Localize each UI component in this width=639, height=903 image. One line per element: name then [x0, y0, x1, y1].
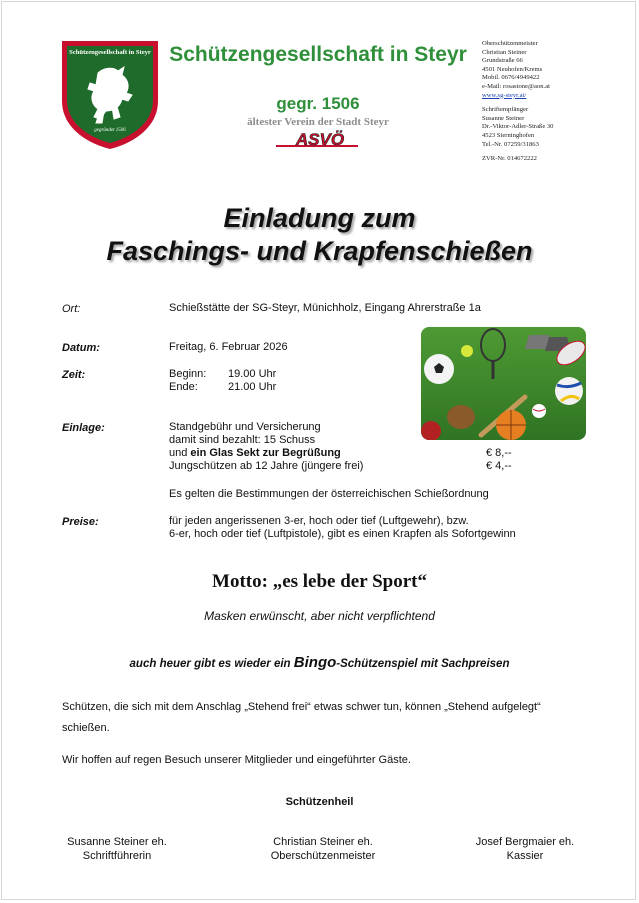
beginn-value: 19.00 Uhr: [228, 368, 277, 380]
stehend-paragraph: Schützen, die sich mit dem Anschlag „Stehend frei“ etwas schwer tun, können „Stehend aufgelegt“ schießen.: [62, 701, 541, 734]
signature-name: Josef Bergmaier eh.: [475, 836, 575, 848]
einlage-line-4: Jungschützen ab 12 Jahre (jüngere frei): [169, 460, 364, 472]
bingo-word: Bingo: [293, 654, 337, 671]
oldest-club-tagline: ältester Verein der Stadt Steyr: [247, 116, 389, 128]
signature-role: Oberschützenmeister: [270, 850, 376, 862]
invitation-title: [0, 202, 639, 268]
visit-paragraph: Wir hoffen auf regen Besuch unserer Mitglieder und eingeführter Gäste.: [62, 754, 411, 766]
signature-role: Kassier: [506, 850, 544, 862]
preise-label: Preise:: [62, 516, 99, 528]
preise-line-1: für jeden angerissenen 3-er, hoch oder tief (Luftgewehr), bzw.: [169, 515, 469, 527]
crest-title-text: Schützengesellschaft in Steyr: [69, 49, 151, 56]
bingo-announcement: auch heuer gibt es wieder ein Bingo-Schützenspiel mit Sachpreisen: [129, 654, 510, 671]
contact-block: [482, 40, 612, 164]
asvoe-logo: [268, 130, 370, 150]
signature-name: Susanne Steiner eh.: [67, 836, 167, 848]
asvoe-logo-text: ASVÖ: [295, 130, 345, 149]
einlage-line-2: damit sind bezahlt: 15 Schuss: [169, 434, 316, 446]
volleyball-icon: [555, 377, 583, 405]
baseball-glove-icon: [447, 405, 475, 429]
contact-mobile: Mobil. 0676/4949422: [482, 74, 540, 82]
beginn-label: Beginn:: [169, 368, 207, 380]
signature-name: Christian Steiner eh.: [273, 836, 373, 848]
crest-founded-text: gegründet 1506: [94, 128, 126, 133]
einlage-line-1: Standgebühr und Versicherung: [169, 421, 321, 433]
ort-label: Ort:: [62, 303, 81, 315]
contact-role-1: Oberschützenmeister: [482, 40, 538, 47]
contact-street-1: Grundstraße 66: [482, 57, 523, 65]
datum-value: Freitag, 6. Februar 2026: [169, 341, 288, 353]
ende-label: Ende:: [169, 381, 198, 393]
einlage-line-3: und ein Glas Sekt zur Begrüßung: [169, 447, 341, 459]
contact-city-1: 4501 Neuhofen/Krems: [482, 65, 543, 73]
ort-value: Schießstätte der SG-Steyr, Münichholz, Eingang Ahrerstraße 1a: [169, 302, 481, 314]
contact-website-link[interactable]: www.sg-steyr.at/: [482, 91, 527, 99]
datum-label: Datum:: [62, 342, 100, 354]
signature-role: Schriftführerin: [82, 850, 152, 862]
zvr-number: ZVR-Nr. 014672222: [482, 155, 537, 163]
masks-note: Masken erwünscht, aber nicht verpflichtend: [204, 609, 435, 623]
contact-role-2: Schriftempfänger: [482, 106, 529, 114]
contact-email: e-Mail: rosastone@aon.at: [482, 82, 550, 90]
founded-year: gegr. 1506: [276, 94, 360, 113]
rules-note: Es gelten die Bestimmungen der österreichischen Schießordnung: [169, 488, 489, 500]
sports-equipment-image: [421, 327, 586, 440]
einlage-label: Einlage:: [62, 422, 105, 434]
einlage-price-1: € 8,--: [486, 447, 512, 459]
contact-street-2: Dr.-Viktor-Adler-Straße 30: [482, 123, 554, 131]
signature-treasurer-secretary: [52, 835, 182, 863]
tennis-ball-icon: [461, 345, 473, 357]
contact-tel-2: Tel.-Nr. 07259/31863: [482, 140, 539, 148]
ende-value: 21.00 Uhr: [228, 381, 277, 393]
preise-line-2: 6-er, hoch oder tief (Luftpistole), gibt es einen Krapfen als Sofortgewinn: [169, 528, 516, 540]
signature-treasurer: [460, 835, 590, 863]
einlage-price-2: € 4,--: [486, 460, 512, 472]
motto: Motto: „es lebe der Sport“: [212, 571, 427, 592]
club-crest-logo: [60, 39, 160, 151]
title-line-1: Einladung zum: [223, 203, 416, 233]
contact-city-2: 4523 Sierninghofen: [482, 131, 535, 139]
contact-name-1: Christian Steiner: [482, 48, 527, 56]
title-line-2: Faschings- und Krapfenschießen: [106, 236, 533, 266]
club-name: Schützengesellschaft in Steyr: [169, 43, 467, 66]
signature-chief-marksman: [250, 835, 396, 863]
zeit-label: Zeit:: [62, 369, 86, 381]
greeting: Schützenheil: [285, 796, 354, 808]
contact-name-2: Susanne Steiner: [482, 114, 525, 122]
